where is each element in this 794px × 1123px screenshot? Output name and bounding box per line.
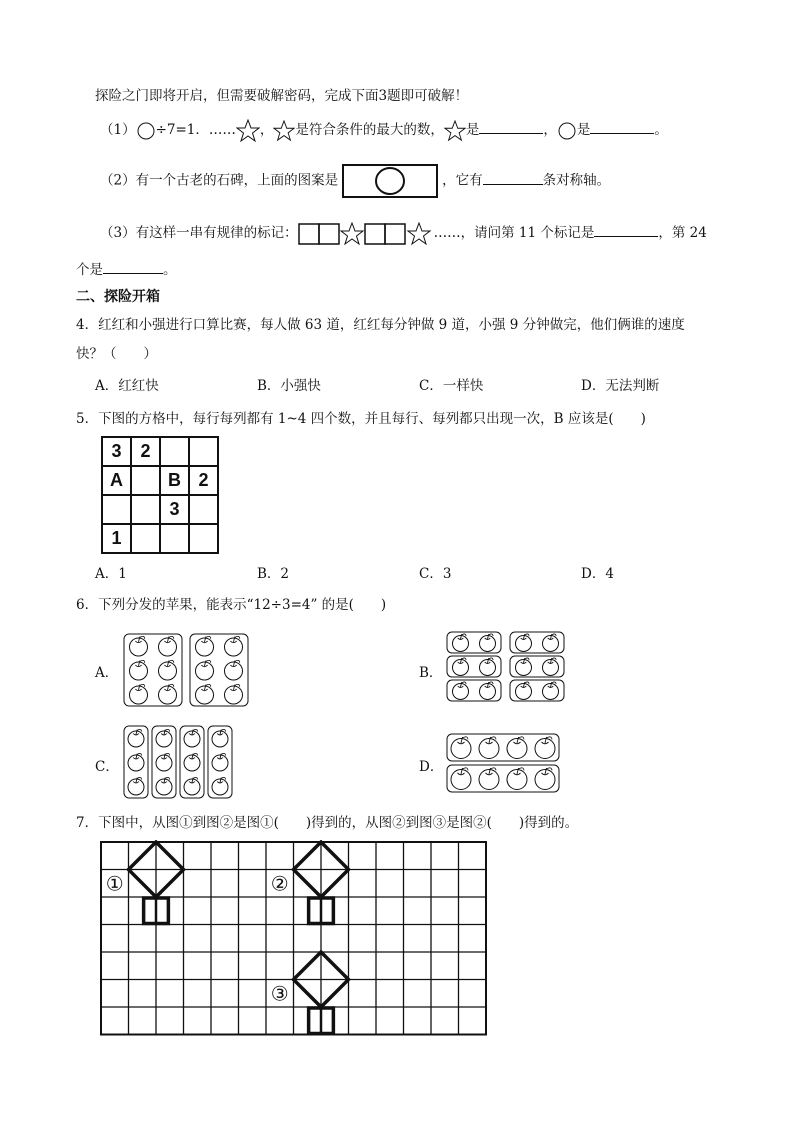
apple-icon bbox=[479, 737, 499, 759]
apple-icon bbox=[128, 753, 144, 771]
apple-icon bbox=[156, 729, 172, 747]
option-b[interactable]: B． bbox=[419, 665, 443, 681]
apple-icon bbox=[453, 634, 469, 652]
grid-cell bbox=[189, 524, 218, 553]
apple-icon bbox=[225, 660, 243, 680]
apple-icon bbox=[225, 684, 243, 704]
star-icon bbox=[444, 120, 466, 142]
option-d[interactable]: D．无法判断 bbox=[581, 378, 660, 394]
grid-cell: A bbox=[102, 466, 131, 495]
option-c[interactable]: C．3 bbox=[419, 566, 452, 582]
apple-group-box bbox=[190, 634, 248, 706]
apple-icon bbox=[130, 684, 148, 704]
apple-icon bbox=[130, 660, 148, 680]
option-a[interactable]: A． bbox=[95, 665, 119, 681]
circle-icon bbox=[136, 121, 156, 141]
apple-icon bbox=[196, 684, 214, 704]
intro-text: 探险之门即将开启，但需要破解密码，完成下面3题即可破解！ bbox=[95, 88, 469, 104]
question-4-line1: 4．红红和小强进行口算比赛，每人做 63 道，红红每分钟做 9 道，小强 9 分钟做完，他们俩谁的速度 bbox=[76, 317, 685, 333]
apple-icon bbox=[453, 682, 469, 700]
option-b[interactable]: B．小强快 bbox=[257, 378, 321, 394]
grid-cell: 1 bbox=[102, 524, 131, 553]
apple-icon bbox=[156, 777, 172, 795]
grid-cell: 3 bbox=[102, 437, 131, 466]
q3-number: （3） bbox=[100, 225, 136, 241]
transformation-grid bbox=[99, 840, 494, 1040]
apple-icon bbox=[480, 682, 496, 700]
apple-icon bbox=[159, 636, 177, 656]
apple-icon bbox=[543, 682, 559, 700]
stone-tablet-icon bbox=[342, 164, 438, 198]
number-grid bbox=[101, 436, 219, 554]
grid-cell bbox=[131, 466, 160, 495]
grid-cell bbox=[189, 437, 218, 466]
question-3-line2: 个是 。 bbox=[76, 262, 177, 278]
question-4-line2: 快？（ ） bbox=[76, 346, 157, 362]
grid-cell bbox=[160, 437, 189, 466]
answer-blank[interactable] bbox=[103, 261, 163, 274]
apple-icon bbox=[507, 768, 527, 790]
apple-icon bbox=[535, 737, 555, 759]
option-c[interactable]: C．一样快 bbox=[419, 378, 484, 394]
apple-figure-c bbox=[122, 724, 236, 800]
apple-icon bbox=[184, 753, 200, 771]
figure-1-label: ① bbox=[105, 871, 124, 896]
question-2: （2）有一个古老的石碑，上面的图案是 ，它有 条对称轴。 bbox=[100, 164, 610, 198]
figure-3-label: ③ bbox=[270, 981, 289, 1006]
question-6: 6．下列分发的苹果，能表示“12÷3=4” 的是( ) bbox=[76, 597, 387, 613]
apple-figure-b bbox=[445, 630, 569, 704]
section-heading: 二、探险开箱 bbox=[76, 289, 160, 305]
grid-row bbox=[102, 495, 218, 524]
apple-figure-a bbox=[122, 632, 252, 708]
apple-icon bbox=[184, 777, 200, 795]
apple-icon bbox=[516, 634, 532, 652]
apple-icon bbox=[480, 658, 496, 676]
grid-cell: 3 bbox=[160, 495, 189, 524]
grid-cell bbox=[102, 495, 131, 524]
grid-row bbox=[102, 524, 218, 553]
apple-icon bbox=[543, 658, 559, 676]
question-5: 5．下图的方格中，每行每列都有 1~4 四个数，并且每行、每列都只出现一次，B 应该是( ) bbox=[76, 411, 646, 427]
answer-blank[interactable] bbox=[479, 121, 543, 134]
option-d[interactable]: D． bbox=[419, 759, 444, 775]
answer-blank[interactable] bbox=[590, 121, 654, 134]
apple-icon bbox=[212, 729, 228, 747]
apple-icon bbox=[196, 636, 214, 656]
apple-group-box bbox=[447, 734, 559, 761]
q1-number: （1） bbox=[100, 122, 136, 138]
option-a[interactable]: A．红红快 bbox=[95, 378, 159, 394]
q2-number: （2） bbox=[100, 172, 136, 189]
apple-icon bbox=[480, 634, 496, 652]
grid-row bbox=[102, 466, 218, 495]
question-1: （1） ÷7=1．…… ， 是符合条件的最大的数， 是 ， 是 。 bbox=[100, 118, 668, 143]
apple-icon bbox=[184, 729, 200, 747]
grid-cell bbox=[131, 495, 160, 524]
option-b[interactable]: B．2 bbox=[257, 566, 290, 582]
apple-icon bbox=[156, 753, 172, 771]
apple-icon bbox=[516, 658, 532, 676]
apple-figure-d bbox=[445, 732, 563, 794]
apple-icon bbox=[451, 768, 471, 790]
apple-icon bbox=[130, 636, 148, 656]
star-icon bbox=[273, 120, 295, 142]
option-a[interactable]: A．1 bbox=[95, 566, 127, 582]
star-icon bbox=[236, 119, 260, 143]
apple-icon bbox=[451, 737, 471, 759]
apple-group-box bbox=[447, 765, 559, 792]
grid-cell: 2 bbox=[189, 466, 218, 495]
grid-cell: B bbox=[160, 466, 189, 495]
apple-icon bbox=[159, 684, 177, 704]
apple-icon bbox=[159, 660, 177, 680]
option-c[interactable]: C． bbox=[95, 759, 119, 775]
apple-icon bbox=[128, 729, 144, 747]
circle-icon bbox=[557, 121, 577, 141]
option-d[interactable]: D．4 bbox=[581, 566, 614, 582]
apple-group-box bbox=[124, 634, 182, 706]
grid-row bbox=[102, 437, 218, 466]
apple-icon bbox=[212, 777, 228, 795]
apple-icon bbox=[535, 768, 555, 790]
apple-icon bbox=[453, 658, 469, 676]
apple-icon bbox=[507, 737, 527, 759]
grid-cell bbox=[160, 524, 189, 553]
apple-icon bbox=[196, 660, 214, 680]
answer-blank[interactable] bbox=[594, 224, 658, 237]
question-7: 7．下图中，从图①到图②是图①( )得到的，从图②到图③是图②( )得到的。 bbox=[76, 815, 579, 831]
apple-icon bbox=[212, 753, 228, 771]
apple-icon bbox=[225, 636, 243, 656]
grid-cell bbox=[189, 495, 218, 524]
apple-icon bbox=[479, 768, 499, 790]
figure-2-label: ② bbox=[270, 871, 289, 896]
apple-icon bbox=[543, 634, 559, 652]
apple-icon bbox=[516, 682, 532, 700]
question-3: （3）有这样一串有规律的标记： ……，请问第 11 个标记是 ，第 24 bbox=[100, 221, 707, 246]
pattern-sequence bbox=[298, 222, 434, 246]
answer-blank[interactable] bbox=[483, 172, 543, 185]
grid-cell bbox=[131, 524, 160, 553]
grid-cell: 2 bbox=[131, 437, 160, 466]
apple-icon bbox=[128, 777, 144, 795]
